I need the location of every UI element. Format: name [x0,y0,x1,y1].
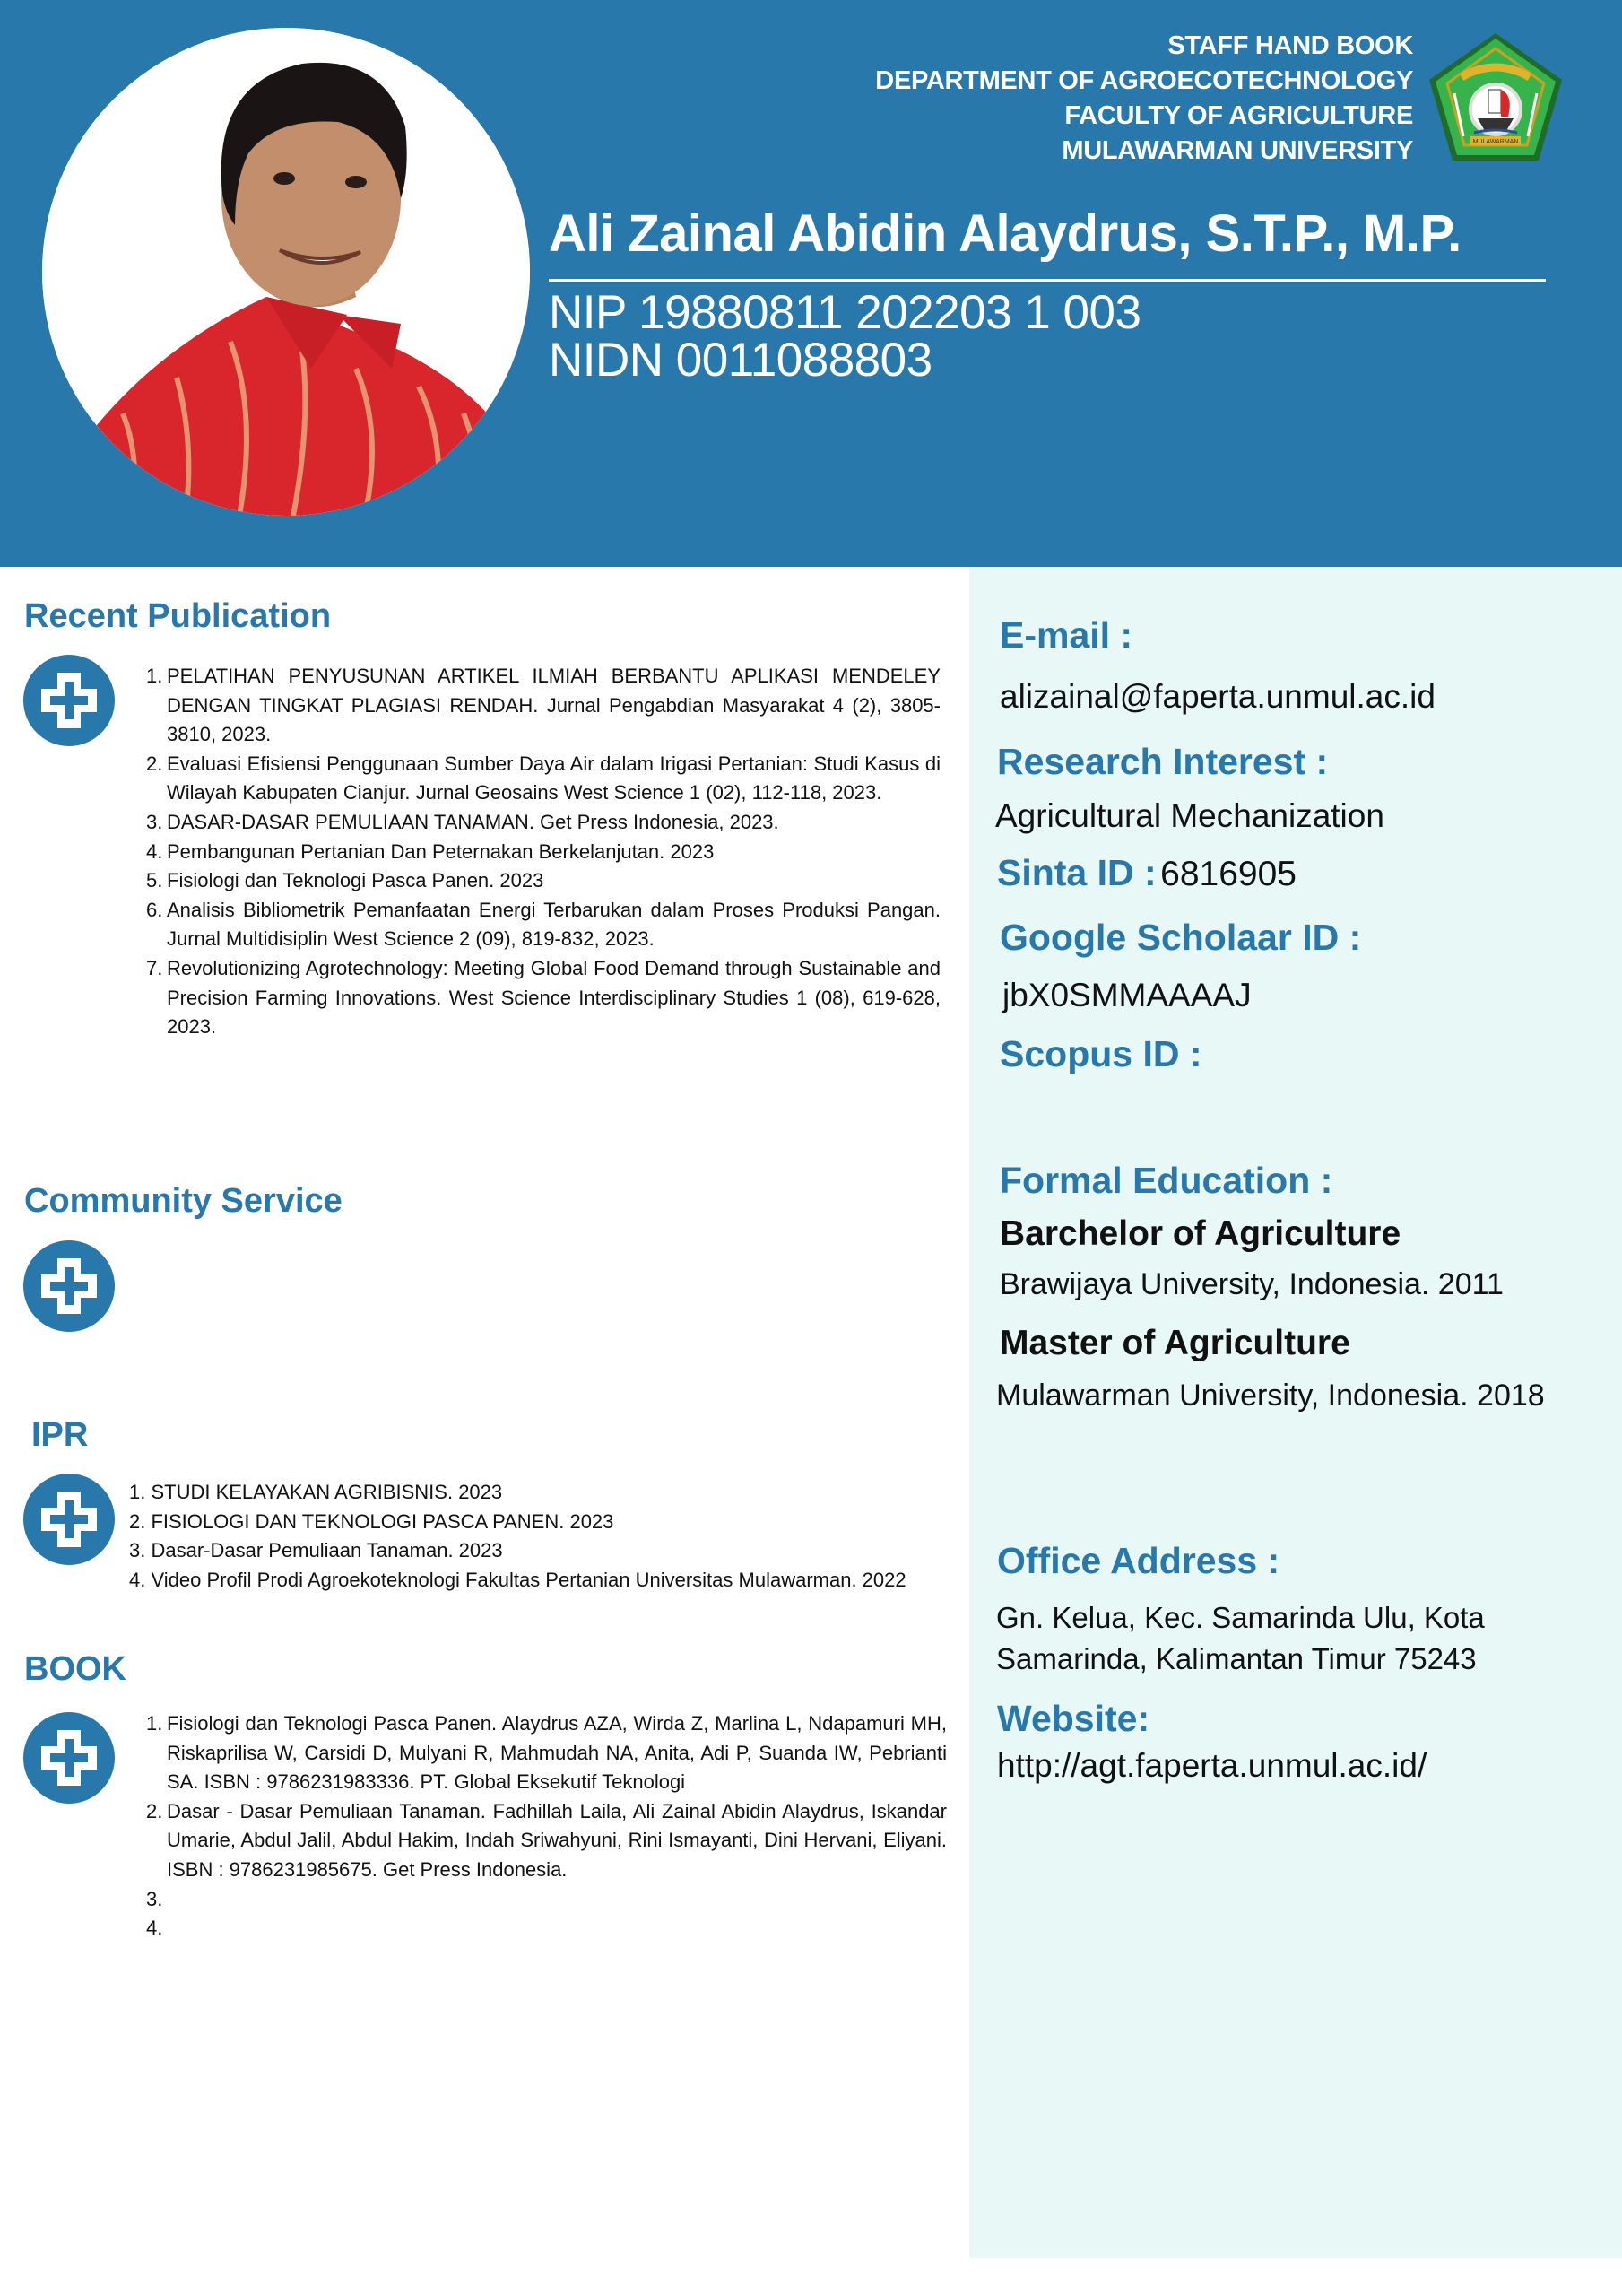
staff-name: Ali Zainal Abidin Alaydrus, S.T.P., M.P. [549,204,1462,263]
university-logo [1426,30,1566,165]
scopus-label: Scopus ID : [1000,1033,1202,1074]
faculty-name: FACULTY OF AGRICULTURE [1064,101,1413,130]
degree-master: Master of Agriculture [1000,1324,1350,1362]
sinta-row [997,852,1297,893]
publication-text: DASAR-DASAR PEMULIAAN TANAMAN. Get Press Indonesia, 2023. [167,810,779,833]
publication-text: Analisis Bibliometrik Pemanfaatan Energi Terbarukan dalam Proses Produksi Pangan. Jurnal Multidisiplin West Science 2 (09), 819-832, 2023. [167,898,941,951]
list-item: 3. DASAR-DASAR PEMULIAAN TANAMAN. Get Press Indonesia, 2023. [146,810,779,833]
list-item: 3. Dasar-Dasar Pemuliaan Tanaman. 2023 [129,1539,503,1562]
nip-number: NIP 19880811 202203 1 003 [549,286,1141,339]
publication-text: PELATIHAN PENYUSUNAN ARTIKEL ILMIAH BERBANTU APLIKASI MENDELEY DENGAN TINGKAT PLAGIASI RENDAH. Jurnal Pengabdian Masyarakat 4 (2), 3805-3810, 2023. [167,665,941,746]
research-interest-value: Agricultural Mechanization [995,797,1384,834]
list-item: 6. Analisis Bibliometrik Pemanfaatan Energi Terbarukan dalam Proses Produksi Pangan. Jurnal Multidisiplin West Science 2 (09), 819-832, 2023. [146,898,941,951]
ipr-list [129,1478,941,1595]
plus-icon [23,1474,115,1565]
book-list [146,1709,947,1944]
publication-text: Pembangunan Pertanian Dan Peternakan Berkelanjutan. 2023 [167,839,715,863]
degree-bachelor-detail: Brawijaya University, Indonesia. 2011 [1000,1267,1504,1301]
nidn-number: NIDN 0011088803 [549,334,932,387]
publication-text: Evaluasi Efisiensi Penggunaan Sumber Daya Air dalam Irigasi Pertanian: Studi Kasus di Wilayah Kabupaten Cianjur. Jurnal Geosains West Science 1 (02), 112-118, 2023. [167,752,941,804]
email-value[interactable]: alizainal@faperta.unmul.ac.id [1000,678,1436,715]
degree-bachelor: Barchelor of Agriculture [1000,1214,1401,1253]
book-text: Dasar - Dasar Pemuliaan Tanaman. Fadhillah Laila, Ali Zainal Abidin Alaydrus, Iskandar Umarie, Abdul Jalil, Abdul Hakim, Indah Sriwahyuni, Rini Ismayanti, Dini Hervani, Eliyani. ISBN : 9786231985675. Get Press Indonesia. [167,1799,947,1881]
website-link[interactable]: http://agt.faperta.unmul.ac.id/ [997,1747,1427,1784]
publication-text: Fisiologi dan Teknologi Pasca Panen. 2023 [167,869,544,892]
ipr-heading: IPR [31,1416,89,1454]
sinta-value: 6816905 [1160,855,1297,893]
list-item: 4. [146,1917,163,1940]
list-item: 2. Dasar - Dasar Pemuliaan Tanaman. Fadhillah Laila, Ali Zainal Abidin Alaydrus, Iskandar Umarie, Abdul Jalil, Abdul Hakim, Indah Sriwahyuni, Rini Ismayanti, Dini Hervani, Eliyani. ISBN : 9786231985675. Get Press Indonesia. [146,1799,947,1881]
google-scholar-label: Google Scholaar ID : [1000,917,1362,958]
name-divider [549,279,1546,282]
department-name: DEPARTMENT OF AGROECOTECHNOLOGY [875,66,1413,95]
office-address-line-1: Gn. Kelua, Kec. Samarinda Ulu, Kota [996,1601,1485,1634]
list-item: 2. FISIOLOGI DAN TEKNOLOGI PASCA PANEN. 2023 [129,1509,614,1533]
book-text: Fisiologi dan Teknologi Pasca Panen. Alaydrus AZA, Wirda Z, Marlina L, Ndapamuri MH, Riskaprilisa W, Carsidi D, Mulyani R, Mahmudah NA, Anita, Adi P, Suanda IW, Pebrianti SA. ISBN : 9786231983336. PT. Global Eksekutif Teknologi [167,1712,947,1794]
list-item: 5. Fisiologi dan Teknologi Pasca Panen. 2023 [146,869,544,892]
list-item: 1. Fisiologi dan Teknologi Pasca Panen. Alaydrus AZA, Wirda Z, Marlina L, Ndapamuri MH, Riskaprilisa W, Carsidi D, Mulyani R, Mahmudah NA, Anita, Adi P, Suanda IW, Pebrianti SA. ISBN : 9786231983336. PT. Global Eksekutif Teknologi [146,1712,947,1794]
formal-education-label: Formal Education : [1000,1160,1333,1201]
handbook-title: STAFF HAND BOOK [1167,31,1413,60]
degree-master-detail: Mulawarman University, Indonesia. 2018 [996,1378,1545,1413]
recent-publication-heading: Recent Publication [24,597,332,635]
plus-icon [23,1712,115,1804]
list-item: 3. [146,1887,163,1910]
logo-caption: MULAWARMAN [1472,139,1519,145]
list-item: 7. Revolutionizing Agrotechnology: Meeting Global Food Demand through Sustainable and Precision Farming Innovations. West Science Interdisciplinary Studies 1 (08), 619-628, 2023. [146,956,941,1039]
office-address-label: Office Address : [997,1540,1280,1581]
sinta-label: Sinta ID : [997,852,1157,893]
google-scholar-value: jbX0SMMAAAAJ [1002,977,1252,1013]
header-banner [0,0,1622,567]
community-service-heading: Community Service [24,1182,343,1220]
portrait-illustration [42,28,530,516]
staff-photo [42,28,530,516]
list-item: 4. Video Profil Prodi Agroekoteknologi Fakultas Pertanian Universitas Mulawarman. 2022 [129,1568,906,1591]
publication-text: Revolutionizing Agrotechnology: Meeting Global Food Demand through Sustainable and Precision Farming Innovations. West Science Interdisciplinary Studies 1 (08), 619-628, 2023. [167,956,941,1039]
research-interest-label: Research Interest : [997,741,1329,782]
office-address-line-2: Samarinda, Kalimantan Timur 75243 [996,1642,1477,1675]
plus-icon [23,655,115,746]
website-label: Website: [997,1698,1150,1739]
email-label: E-mail : [1000,614,1133,656]
university-logo-emblem [1426,30,1566,165]
list-item: 1. STUDI KELAYAKAN AGRIBISNIS. 2023 [129,1481,503,1503]
list-item: 1. PELATIHAN PENYUSUNAN ARTIKEL ILMIAH BERBANTU APLIKASI MENDELEY DENGAN TINGKAT PLAGIASI RENDAH. Jurnal Pengabdian Masyarakat 4 (2), 3805-3810, 2023. [146,665,941,746]
book-heading: BOOK [24,1650,126,1688]
plus-icon [23,1240,115,1332]
publication-list [146,662,941,1042]
list-item: 2. Evaluasi Efisiensi Penggunaan Sumber Daya Air dalam Irigasi Pertanian: Studi Kasus di Wilayah Kabupaten Cianjur. Jurnal Geosains West Science 1 (02), 112-118, 2023. [146,752,941,804]
list-item: 4. Pembangunan Pertanian Dan Peternakan Berkelanjutan. 2023 [146,839,715,863]
university-name: MULAWARMAN UNIVERSITY [1062,136,1413,165]
